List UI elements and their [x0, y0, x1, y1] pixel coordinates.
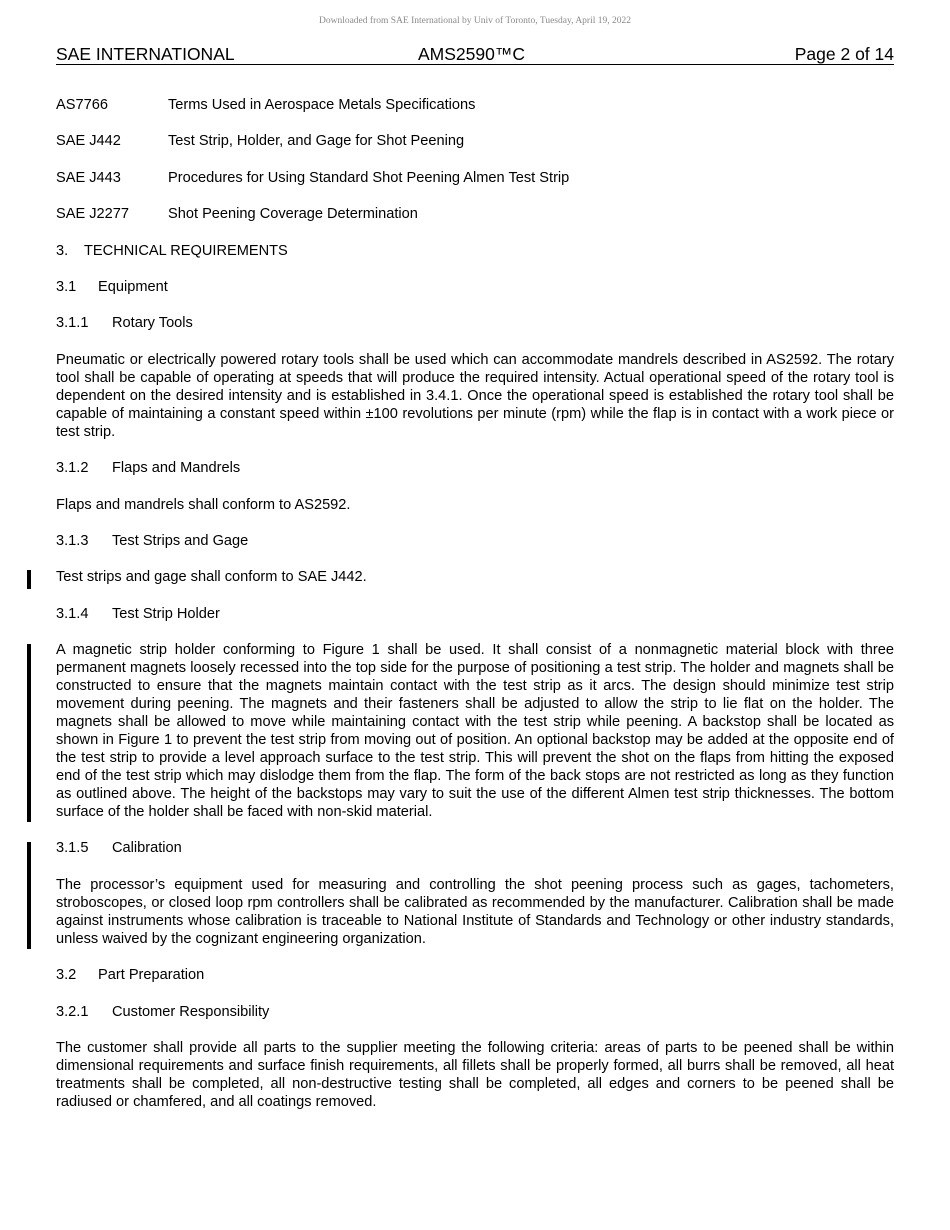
section-number: 3. [56, 242, 69, 259]
reference-title: Terms Used in Aerospace Metals Specifications [168, 97, 476, 113]
revision-bar-3-1-4 [27, 644, 31, 822]
download-watermark: Downloaded from SAE International by Univ of Toronto, Tuesday, April 19, 2022 [318, 16, 631, 26]
section-heading-3-1-4 [56, 605, 894, 623]
revision-bar-3-1-3 [27, 570, 31, 589]
section-heading-3-1-3 [56, 532, 894, 550]
header-org: SAE INTERNATIONAL [56, 44, 235, 64]
section-heading-3 [56, 242, 894, 260]
section-number: 3.1.4 [56, 605, 89, 622]
header-page-number: Page 2 of 14 [794, 44, 894, 64]
section-heading-3-2-1 [56, 1003, 894, 1021]
section-number: 3.2.1 [56, 1003, 89, 1020]
section-number: 3.1.2 [56, 460, 89, 477]
section-heading-3-1-2 [56, 459, 894, 477]
section-title: Part Preparation [98, 967, 205, 984]
reference-title: Test Strip, Holder, and Gage for Shot Peening [168, 133, 465, 150]
section-title: Test Strip Holder [112, 605, 220, 622]
paragraph-3-1-4: A magnetic strip holder conforming to Figure 1 shall be used. It shall consist of a nonmagnetic material block with three permanent magnets loosely recessed into the top side for the purpose of positioning a test strip. The holder and magnets shall be constructed to ensure that the magnets maintain contact with the test strip as it arcs. The design should minimize test strip movement during peening. The magnets and their fasteners shall be adjusted to allow the strip to lie flat on the holder. The magnets shall be allowed to move while maintaining contact with the test strip while peening. A backstop shall be located as shown in Figure 1 to prevent the test strip from moving out of position. An optional backstop may be added at the opposite end of the test strip to provide a level approach surface to the test strip. This will prevent the shot on the flaps from hitting the exposed end of the test strip which may dislodge them from the flap. The form of the back stops are not restricted as long as they function as outlined above. The height of the backstops may vary to suit the use of the different Almen test strip thicknesses. The bottom surface of the holder shall be faced with non-skid material. [56, 642, 894, 821]
header-doc-number: AMS2590™C [418, 44, 525, 64]
section-number: 3.2 [56, 967, 77, 984]
section-title: Calibration [112, 840, 182, 857]
section-title: Rotary Tools [112, 315, 193, 332]
reference-row [56, 96, 894, 114]
section-heading-3-2 [56, 966, 894, 984]
reference-code: AS7766 [56, 97, 108, 113]
section-title: Customer Responsibility [112, 1003, 270, 1020]
page-header [56, 44, 894, 65]
reference-title: Procedures for Using Standard Shot Peening Almen Test Strip [168, 169, 570, 186]
reference-row [56, 169, 894, 187]
reference-code: SAE J443 [56, 169, 121, 186]
section-number: 3.1.1 [56, 315, 89, 332]
section-title: TECHNICAL REQUIREMENTS [84, 242, 288, 259]
document-body [56, 96, 894, 1129]
paragraph-3-1-3: Test strips and gage shall conform to SAE J442. [56, 569, 367, 586]
reference-row [56, 132, 894, 150]
section-title: Test Strips and Gage [112, 532, 249, 549]
section-title: Equipment [98, 278, 168, 295]
paragraph-3-1-1: Pneumatic or electrically powered rotary tools shall be used which can accommodate mandrels described in AS2592. The rotary tool shall be capable of operating at speeds that will produce the required intensity. Actual operational speed of the rotary tool is dependent on the desired intensity and is established in 3.4.1. Once the operational speed is established the rotary tool shall be capable of maintaining a constant speed within ±100 revolutions per minute (rpm) while the flap is in contact with a work piece or test strip. [56, 351, 894, 440]
section-title: Flaps and Mandrels [112, 460, 241, 477]
reference-code: SAE J2277 [56, 206, 130, 223]
section-heading-3-1 [56, 278, 894, 296]
reference-code: SAE J442 [56, 133, 121, 150]
section-number: 3.1.3 [56, 532, 89, 549]
reference-title: Shot Peening Coverage Determination [168, 206, 418, 223]
reference-row [56, 205, 894, 223]
revision-bar-3-1-5 [27, 842, 31, 949]
paragraph-3-1-2: Flaps and mandrels shall conform to AS2592. [56, 496, 351, 513]
section-number: 3.1 [56, 278, 77, 295]
paragraph-3-2-1: The customer shall provide all parts to the supplier meeting the following criteria: areas of parts to be peened shall be within dimensional requirements and surface finish requirements, all fillets shall be properly formed, all burrs shall be removed, all heat treatments shall be completed, all non-destructive testing shall be completed, all edges and corners to be peened shall be radiused or chamfered, and all coatings removed. [56, 1040, 894, 1111]
section-heading-3-1-1 [56, 314, 894, 332]
section-number: 3.1.5 [56, 840, 89, 857]
section-heading-3-1-5 [56, 839, 894, 857]
paragraph-3-1-5: The processor’s equipment used for measuring and controlling the shot peening process such as gages, tachometers, stroboscopes, or closed loop rpm controllers shall be calibrated as recommended by the manufacturer. Calibration shall be made against instruments whose calibration is traceable to National Institute of Standards and Technology or other industry standards, unless waived by the cognizant engineering organization. [56, 876, 894, 947]
